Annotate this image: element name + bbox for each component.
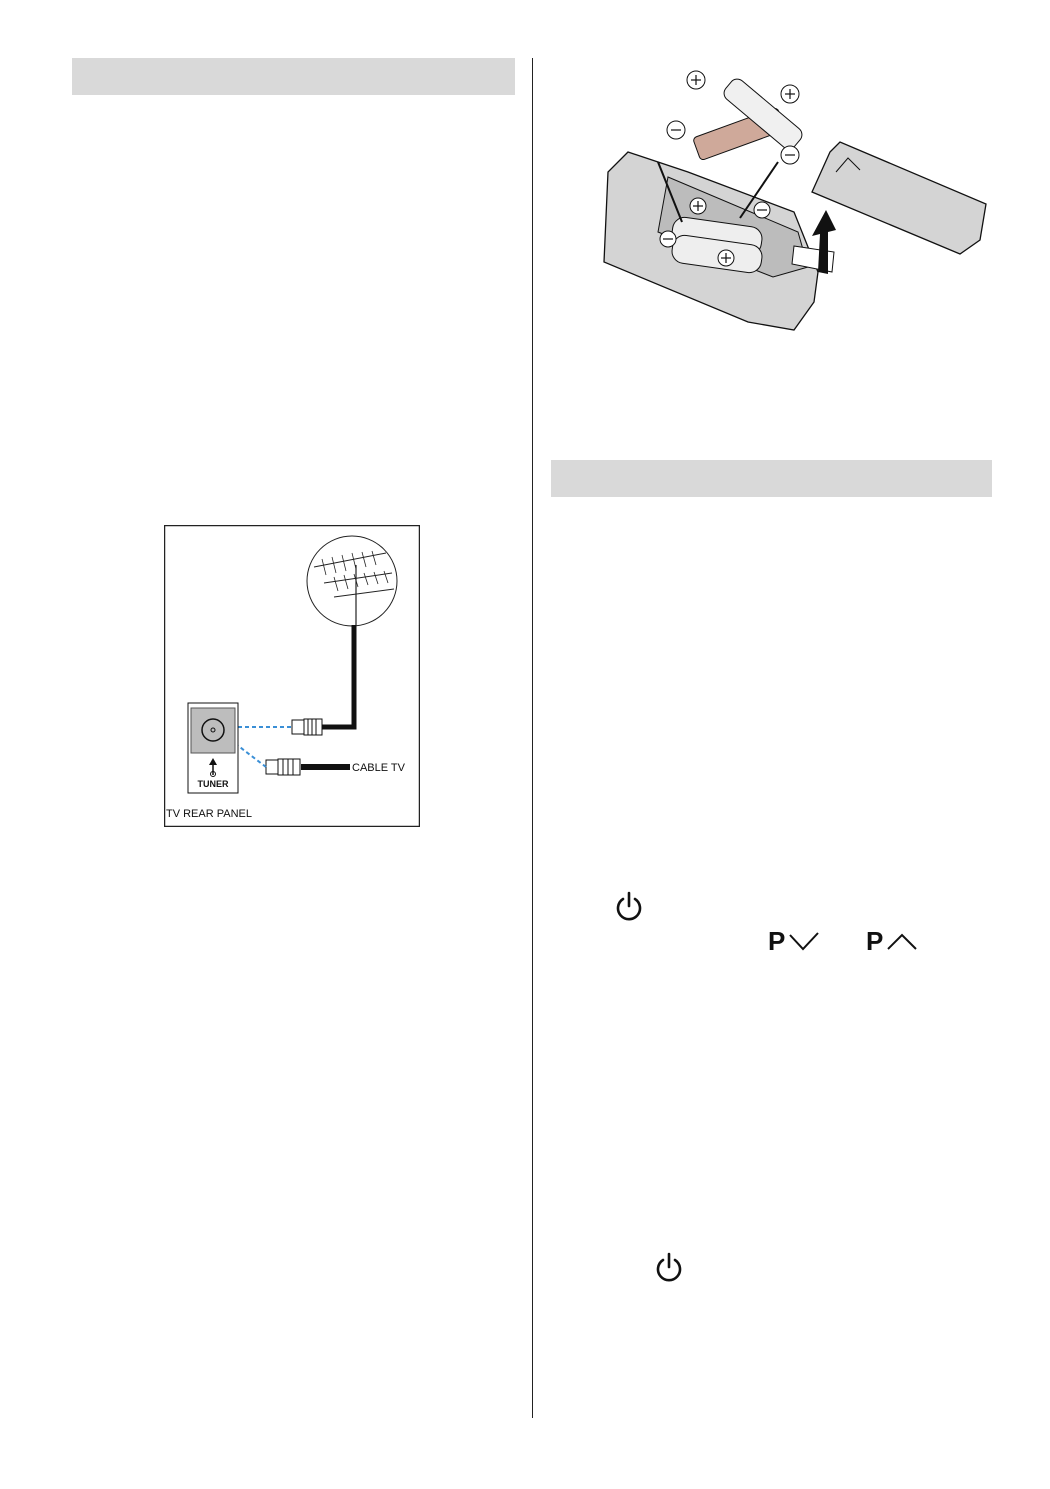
- power-icon: [614, 890, 644, 924]
- program-down-icon: [766, 925, 822, 955]
- section-header-bar-left: [72, 58, 515, 95]
- battery-cover: [812, 142, 986, 254]
- antenna-illustration: [307, 536, 397, 626]
- antenna-connection-diagram: [164, 525, 420, 827]
- cable-tv-plug: [266, 759, 300, 775]
- tuner-socket-panel: [188, 703, 238, 793]
- tuner-label: TUNER: [197, 779, 229, 789]
- remote-battery-illustration: [598, 62, 990, 342]
- tv-rear-panel-label: TV REAR PANEL: [166, 808, 252, 820]
- svg-text:P: P: [866, 926, 884, 955]
- svg-text:P: P: [768, 926, 786, 955]
- cable-tv-label: CABLE TV: [352, 762, 405, 774]
- power-icon: [654, 1251, 684, 1285]
- antenna-plug: [292, 719, 322, 735]
- section-header-bar-right: [551, 460, 992, 497]
- column-divider: [532, 58, 533, 1418]
- program-up-icon: [864, 925, 920, 955]
